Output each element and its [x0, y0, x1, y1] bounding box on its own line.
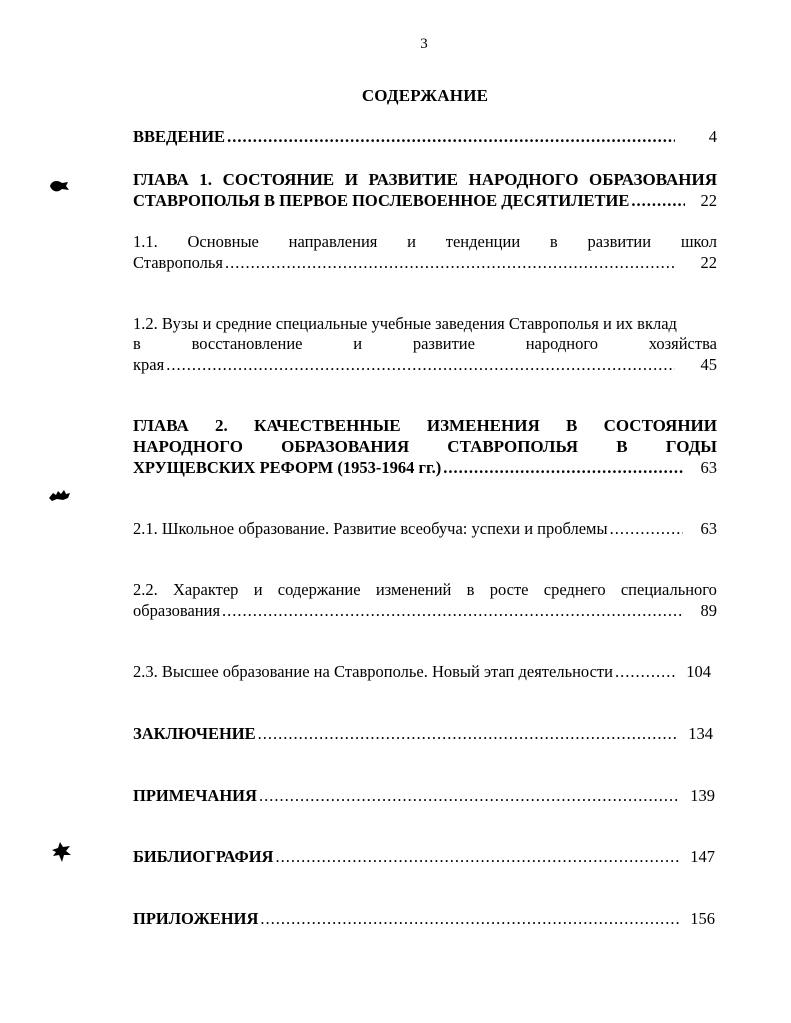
word: Характер: [173, 580, 239, 599]
dot-leader: [259, 786, 679, 806]
ink-blot-mark: [50, 840, 74, 864]
toc-entry-appendices[interactable]: [133, 909, 715, 931]
toc-label: БИБЛИОГРАФИЯ: [133, 847, 274, 866]
dot-leader: [615, 662, 675, 682]
toc-entry-chapter-2-line-1[interactable]: [133, 416, 717, 438]
word: восстановление: [191, 334, 303, 353]
dot-leader: [610, 519, 683, 539]
toc-page: 134: [688, 724, 713, 743]
dot-leader: [260, 909, 679, 929]
toc-page: 139: [690, 786, 715, 805]
toc-page: 4: [708, 127, 717, 146]
word: специального: [620, 580, 717, 599]
toc-entry-1-2-line-2[interactable]: [133, 334, 717, 356]
word: ГЛАВА: [133, 416, 189, 435]
word: народного: [525, 334, 598, 353]
ink-blot-mark: [48, 178, 70, 194]
toc-entry-1-1-line-1[interactable]: [133, 232, 717, 254]
toc-entry-notes[interactable]: [133, 786, 715, 808]
word: 1.: [199, 170, 213, 189]
word: СОСТОЯНИЕ: [222, 170, 335, 189]
toc-entry-2-1[interactable]: [133, 519, 717, 541]
dot-leader: [443, 458, 683, 478]
toc-entry-bibliography[interactable]: [133, 847, 715, 869]
toc-page: 63: [700, 519, 717, 538]
toc-label: 2.3. Высшее образование на Ставрополье. Новый этап деятельности: [133, 662, 613, 681]
toc-entry-chapter-1-line-1[interactable]: [133, 170, 717, 192]
toc-page: 22: [700, 253, 717, 272]
toc-label: ПРИЛОЖЕНИЯ: [133, 909, 259, 928]
toc-page: 63: [700, 458, 717, 477]
word: и: [353, 334, 363, 353]
dot-leader: [222, 601, 683, 621]
dot-leader: [631, 191, 685, 211]
word: ГОДЫ: [665, 437, 717, 456]
toc-entry-2-2-line-1[interactable]: [133, 580, 717, 602]
toc-entry-1-1-line-2[interactable]: [133, 253, 717, 275]
word: 2.2.: [133, 580, 158, 599]
toc-label: ХРУЩЕВСКИХ РЕФОРМ (1953-1964 гг.): [133, 458, 442, 477]
word: И: [344, 170, 358, 189]
word: НАРОДНОГО: [468, 170, 579, 189]
dot-leader: [258, 724, 677, 744]
toc-label: образования: [133, 601, 221, 620]
word: 2.: [215, 416, 228, 435]
toc-label: 2.1. Школьное образование. Развитие всеобуча: успехи и проблемы: [133, 519, 608, 538]
toc-entry-chapter-2-line-2[interactable]: [133, 437, 717, 459]
toc-page: 22: [700, 191, 717, 210]
toc-page: 104: [686, 662, 711, 681]
toc-page: 156: [690, 909, 715, 928]
word: РАЗВИТИЕ: [368, 170, 458, 189]
word: изменений: [375, 580, 452, 599]
toc-entry-conclusion[interactable]: [133, 724, 713, 746]
toc-label: СТАВРОПОЛЬЯ В ПЕРВОЕ ПОСЛЕВОЕННОЕ ДЕСЯТИЛЕТИЕ: [133, 191, 630, 210]
word: ОБРАЗОВАНИЯ: [588, 170, 717, 189]
toc-entry-chapter-2-line-3[interactable]: [133, 458, 717, 480]
word: хозяйства: [648, 334, 717, 353]
toc-entry-1-2-line-3[interactable]: [133, 355, 717, 377]
toc-page: 147: [690, 847, 715, 866]
word: НАРОДНОГО: [133, 437, 243, 456]
word: и: [253, 580, 263, 599]
word: ГЛАВА: [133, 170, 189, 189]
word: ИЗМЕНЕНИЯ: [426, 416, 540, 435]
toc-label: ПРИМЕЧАНИЯ: [133, 786, 257, 805]
word: развитии: [587, 232, 652, 251]
toc-label: ЗАКЛЮЧЕНИЕ: [133, 724, 256, 743]
toc-entry-2-2-line-2[interactable]: [133, 601, 717, 623]
word: тенденции: [445, 232, 521, 251]
toc-entry-1-2-line-1[interactable]: 1.2. Вузы и средние специальные учебные заведения Ставрополья и их вклад: [133, 314, 677, 333]
page-title: СОДЕРЖАНИЕ: [361, 86, 489, 105]
toc-label: ВВЕДЕНИЕ: [133, 127, 226, 146]
dot-leader: [275, 847, 679, 867]
word: В: [616, 437, 628, 456]
word: ОБРАЗОВАНИЯ: [281, 437, 410, 456]
page-number: 3: [420, 36, 428, 52]
word: и: [407, 232, 416, 251]
dot-leader: [225, 253, 675, 273]
ink-blot-mark: [48, 488, 72, 504]
word: росте: [489, 580, 529, 599]
word: развитие: [412, 334, 475, 353]
toc-label: края: [133, 355, 165, 374]
dot-leader: [166, 355, 675, 375]
word: среднего: [543, 580, 606, 599]
toc-page: 45: [700, 355, 717, 374]
word: СОСТОЯНИИ: [603, 416, 717, 435]
word: в: [549, 232, 558, 251]
word: направления: [288, 232, 378, 251]
toc-entry-chapter-1-line-2[interactable]: [133, 191, 717, 213]
word: В: [565, 416, 578, 435]
toc-label: Ставрополья: [133, 253, 224, 272]
word: содержание: [277, 580, 361, 599]
dot-leader: [227, 127, 675, 147]
word: 1.1.: [133, 232, 158, 251]
toc-entry-2-3[interactable]: [133, 662, 711, 684]
toc-page: 89: [700, 601, 717, 620]
word: в: [133, 334, 141, 353]
word: в: [466, 580, 475, 599]
word: школ: [680, 232, 717, 251]
toc-entry-intro[interactable]: [133, 127, 717, 149]
word: КАЧЕСТВЕННЫЕ: [254, 416, 401, 435]
word: Основные: [187, 232, 259, 251]
word: СТАВРОПОЛЬЯ: [447, 437, 579, 456]
